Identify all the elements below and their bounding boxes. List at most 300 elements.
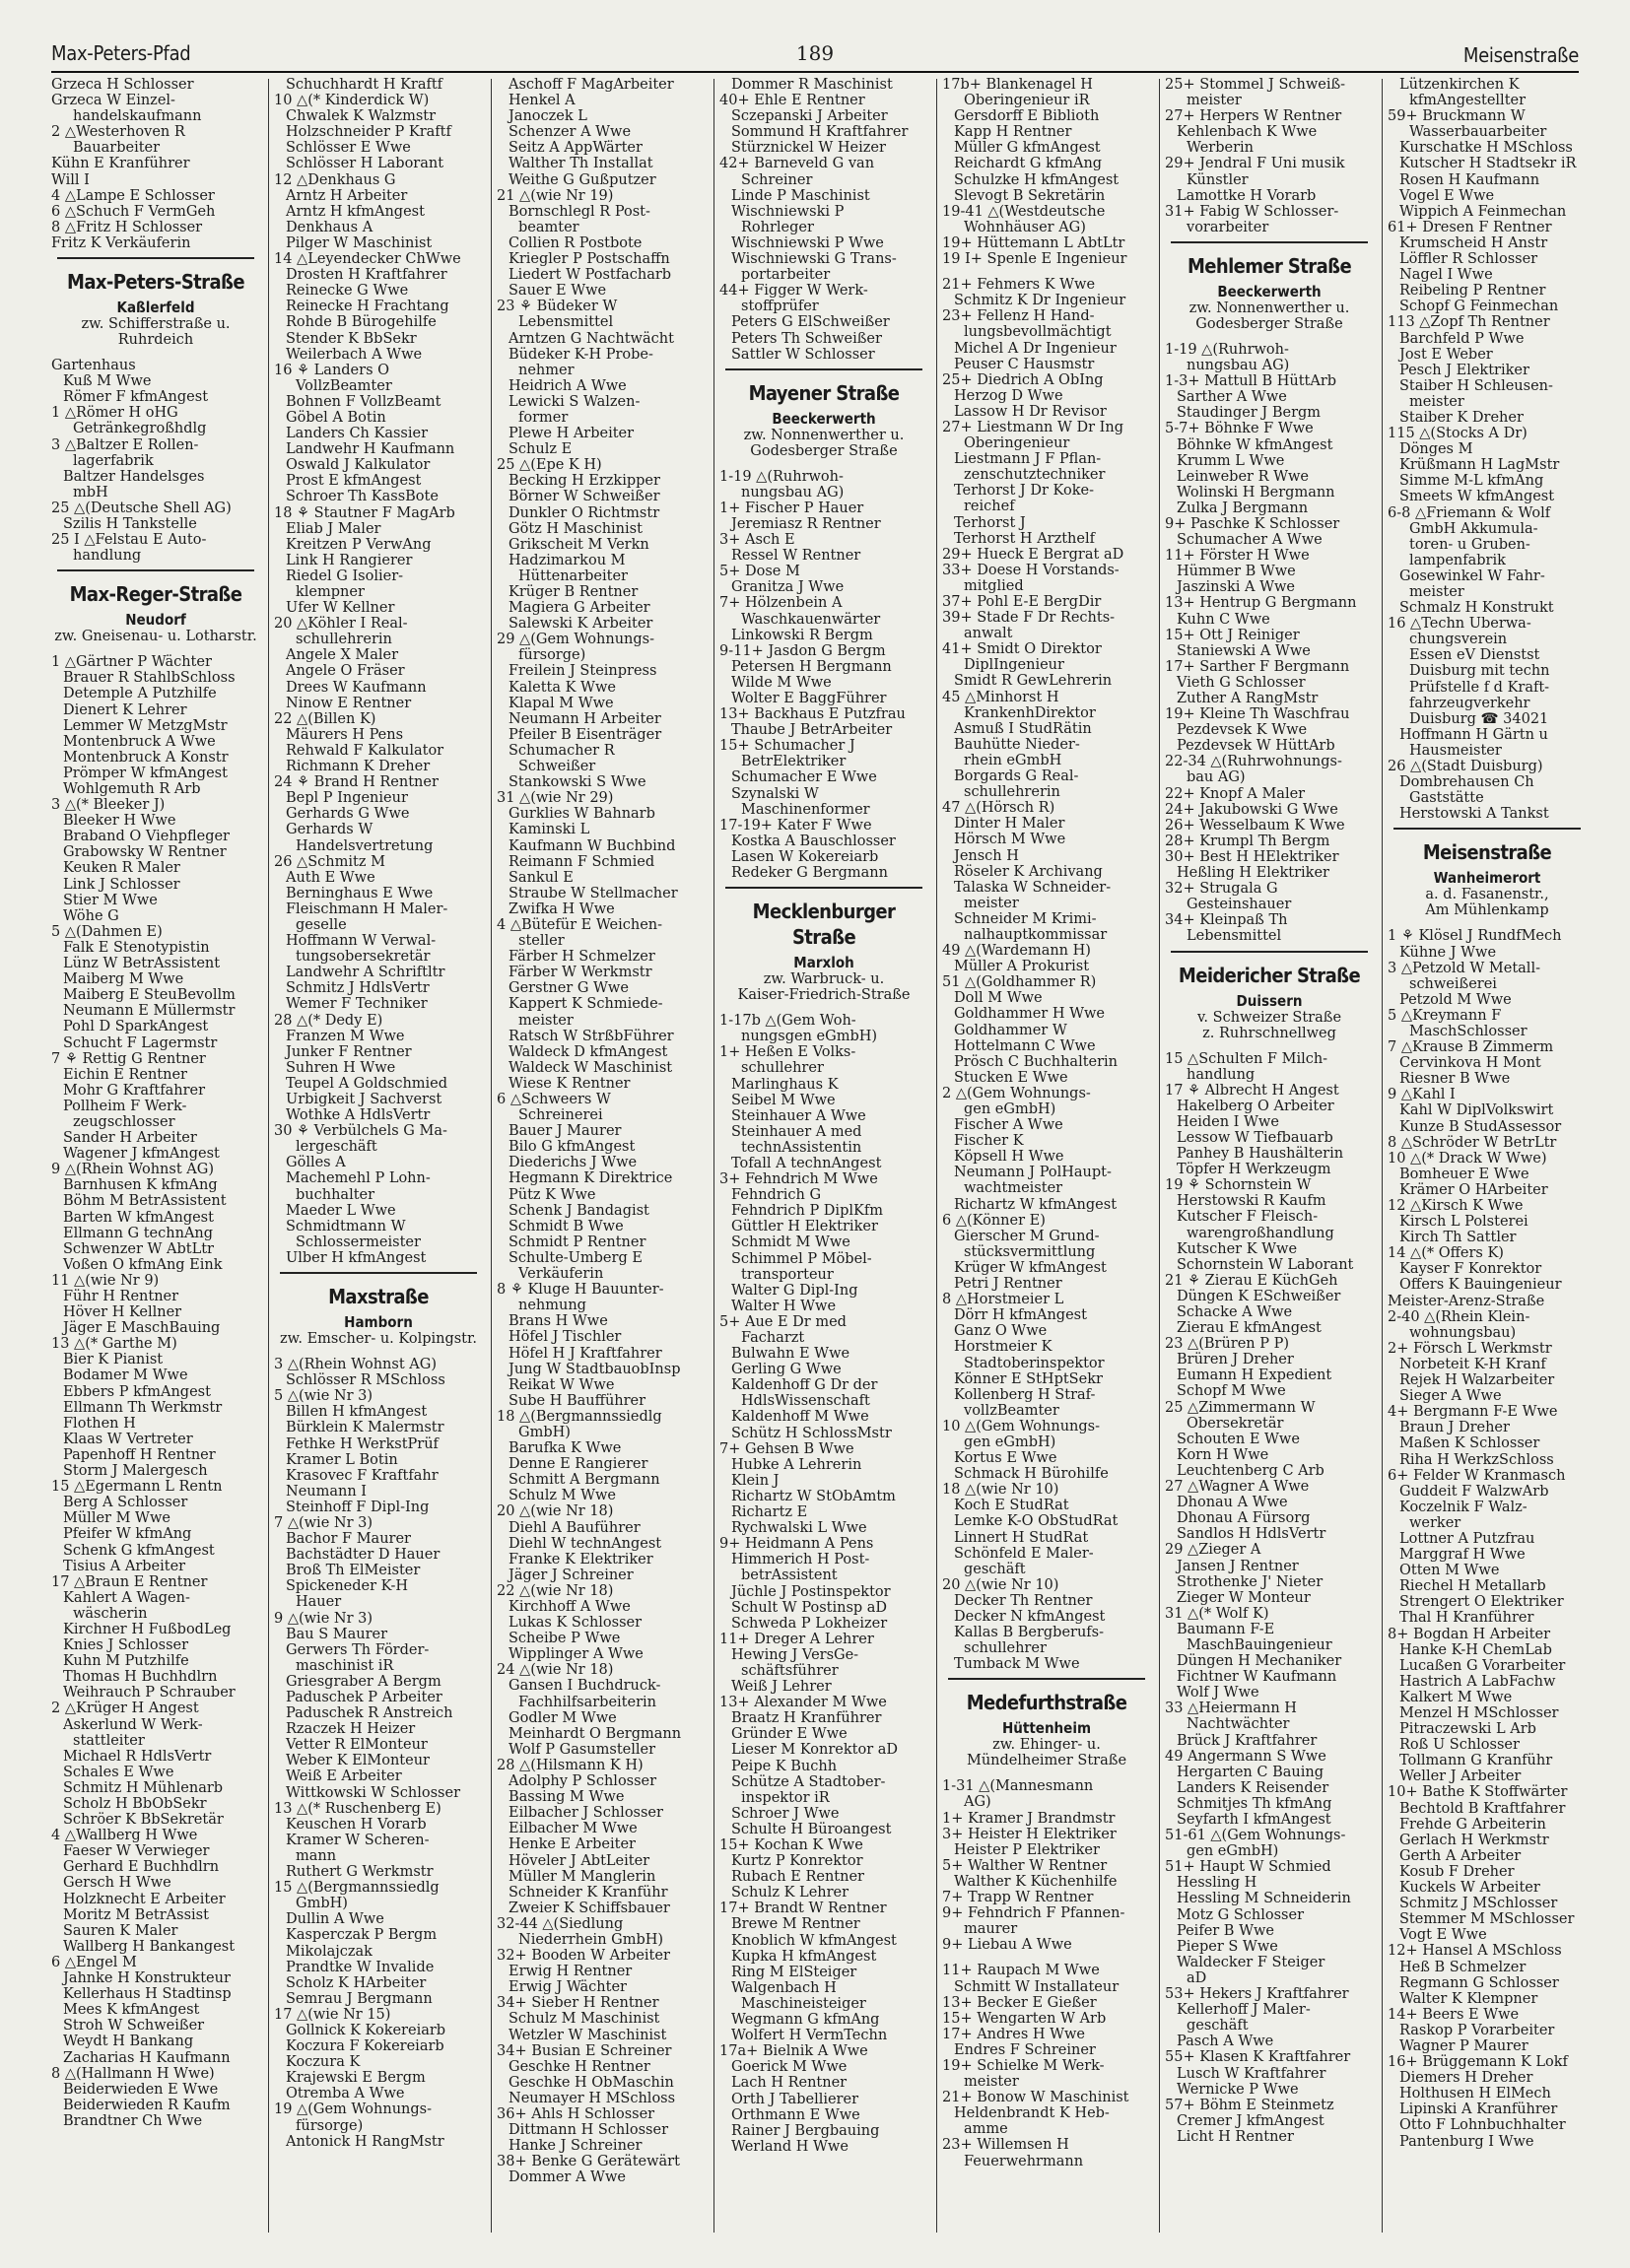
resident-line: Steinhoff F Dipl-Ing	[286, 1499, 430, 1515]
resident-line: Gerwers Th Förder-	[286, 1641, 430, 1658]
resident-line: Kasperczak P Bergm	[286, 1927, 438, 1944]
resident-line: Fischer K	[954, 1133, 1024, 1150]
entry-line: 115 △(Stocks A Dr)	[1388, 426, 1528, 442]
resident-line: Bomheuer E Wwe	[1399, 1166, 1529, 1182]
entry-line: 22-34 △(Ruhrwohnungs-	[1165, 754, 1342, 770]
resident-line: Detemple A Putzhilfe	[63, 686, 217, 702]
entry-line: 9+ Heidmann A Pens	[719, 1536, 874, 1553]
entry-line: 7 △(wie Nr 3)	[274, 1514, 373, 1531]
district-name: Hüttenheim	[1001, 1719, 1092, 1738]
resident-line: Strothenke J' Nieter	[1177, 1573, 1324, 1590]
resident-line: Slevogt B Sekretärin	[954, 187, 1106, 204]
resident-line: Fethke H WerkstPrüf	[286, 1435, 439, 1452]
resident-line: Mäurers H Pens	[286, 726, 404, 743]
resident-line: Sattler W Schlosser	[731, 346, 875, 363]
resident-line: Dittmann H Schlosser	[509, 2122, 669, 2139]
resident-line: Wallberg H Bankangest	[63, 1938, 236, 1955]
resident-line: Beiderwieden R Kaufm	[63, 2097, 231, 2113]
resident-line: Brück J Kraftfahrer	[1177, 1732, 1318, 1749]
resident-line: Waldeck W Maschinist	[509, 1059, 673, 1076]
entry-line: 21 △(wie Nr 19)	[497, 187, 614, 204]
continuation-line: BetrElektriker	[741, 754, 847, 770]
street-location: a. d. Fasanenstr.,	[1425, 887, 1549, 903]
resident-line: Drosten H Kraftfahrer	[286, 267, 447, 284]
resident-line: Hewing J VersGe-	[731, 1646, 859, 1663]
section-rule	[1393, 828, 1581, 830]
resident-line: Wetzler W Maschinist	[509, 2027, 667, 2043]
continuation-line: meister	[1409, 393, 1464, 410]
entry-line: 2 △(Gem Wohnungs-	[942, 1085, 1091, 1101]
resident-line: Jäger J Schreiner	[509, 1567, 634, 1583]
resident-line: Decker Th Rentner	[954, 1592, 1093, 1609]
entry-line: 2 △Westerhoven R	[51, 124, 185, 141]
continuation-line: Schweißer	[518, 759, 596, 775]
directory-columns	[51, 77, 1587, 2235]
resident-line: Drees W Kaufmann	[286, 679, 427, 696]
entry-line: 1-19 △(Ruhrwoh-	[719, 468, 844, 485]
resident-line: Pesch J Elektriker	[1399, 362, 1529, 378]
resident-line: Richartz E	[731, 1504, 808, 1521]
continuation-line: mbH	[73, 484, 108, 500]
resident-line: Linde P Maschinist	[731, 187, 870, 204]
entry-line: 28+ Krumpl Th Bergm	[1165, 833, 1330, 849]
resident-line: Schmidt M Wwe	[731, 1234, 850, 1251]
entry-line: 13 △(* Ruschenberg E)	[274, 1800, 441, 1817]
continuation-line: gen eGmbH)	[964, 1101, 1056, 1117]
resident-line: Maeder L Wwe	[286, 1202, 396, 1219]
entry-line: 9+ Liebau A Wwe	[942, 1937, 1072, 1954]
resident-line: Hanke K-H ChemLab	[1399, 1641, 1552, 1658]
resident-line: Spickeneder K-H	[286, 1578, 408, 1595]
resident-line: Lassow H Dr Revisor	[954, 403, 1107, 420]
resident-line: Schales E Wwe	[63, 1764, 174, 1780]
column-divider	[936, 79, 937, 2233]
street-location: Godesberger Straße	[750, 442, 898, 459]
resident-line: Lemmer W MetzgMstr	[63, 717, 228, 734]
resident-line: Jahnke H Konstrukteur	[63, 1970, 231, 1987]
resident-line: Dönges M	[1399, 441, 1473, 458]
resident-line: Peters G ElSchweißer	[731, 314, 890, 331]
entry-line: 15+ Wengarten W Arb	[942, 2010, 1107, 2027]
entry-line: 15+ Ott J Reiniger	[1165, 627, 1300, 643]
resident-line: Ufer W Kellner	[286, 600, 395, 617]
continuation-line: meister	[1409, 584, 1464, 600]
spacer	[942, 267, 1151, 277]
resident-line: Teupel A Goldschmied	[286, 1075, 448, 1092]
resident-line: Sandlos H HdlsVertr	[1177, 1526, 1326, 1543]
resident-line: Schmitz J MSchlosser	[1399, 1896, 1558, 1912]
resident-line: Zweier K Schiffsbauer	[509, 1900, 670, 1916]
resident-line: Schröer K BbSekretär	[63, 1812, 224, 1829]
resident-line: Erwig H Rentner	[509, 1964, 633, 1980]
resident-line: Sarther A Wwe	[1177, 389, 1287, 406]
continuation-line: VollzBeamter	[296, 377, 392, 394]
entry-line: 34+ Sieber H Rentner	[497, 1995, 659, 2012]
resident-line: Falk E Stenotypistin	[63, 939, 210, 956]
resident-line: Schulz K Lehrer	[731, 1885, 849, 1901]
resident-line: Schneider M Krimi-	[954, 910, 1097, 927]
entry-line: 36+ Ahls H Schlosser	[497, 2106, 655, 2122]
resident-line: Otten M Wwe	[1399, 1563, 1500, 1579]
entry-line: 8 △Fritz H Schlosser	[51, 219, 203, 235]
entry-line: 9 △Kahl I	[1388, 1087, 1456, 1103]
resident-line: Geschke H ObMaschin	[509, 2074, 674, 2091]
resident-line: Schmitz H Mühlenarb	[63, 1779, 224, 1796]
resident-line: Lewicki S Walzen-	[509, 393, 641, 410]
resident-line: Kahl W DiplVolkswirt	[1399, 1102, 1554, 1119]
resident-line: Peters Th Schweißer	[731, 330, 882, 347]
resident-line: Faeser W Verwieger	[63, 1843, 210, 1860]
resident-line: Petersen H Bergmann	[731, 658, 892, 675]
entry-line: 26+ Wesselbaum K Wwe	[1165, 817, 1345, 834]
resident-line: Braatz H Kranführer	[731, 1710, 882, 1727]
continuation-line: Wasserbauarbeiter	[1409, 124, 1547, 141]
entry-line: 30 ⚘ Verbülchels G Ma-	[274, 1123, 447, 1140]
entry-line: 1+ Fischer P Hauer	[719, 500, 864, 516]
entry-line: 4 △Bütefür E Weichen-	[497, 916, 663, 933]
continuation-line: Hausmeister	[1409, 742, 1502, 759]
continuation-line: aD	[1187, 1969, 1207, 1986]
running-head-right: Meisenstraße	[1462, 43, 1579, 67]
resident-line: Dienert K Lehrer	[63, 701, 187, 718]
resident-line: Link J Schlosser	[63, 876, 180, 893]
resident-line: Ulber H kfmAngest	[286, 1249, 427, 1266]
resident-line: Baltzer Handelsges	[63, 468, 205, 485]
resident-line: Klaas W Vertreter	[63, 1431, 193, 1447]
continuation-line: Obersekretär	[1187, 1415, 1284, 1432]
entry-line: 18 △(Bergmannssiedlg	[497, 1408, 662, 1425]
entry-line: 45 △Minhorst H	[942, 689, 1059, 705]
continuation-line: wohnungsbau)	[1409, 1324, 1517, 1341]
resident-line: Schenzer A Wwe	[509, 124, 632, 141]
resident-line: Heldenbrandt K Heb-	[954, 2105, 1110, 2122]
continuation-line: werker	[1409, 1514, 1461, 1531]
entry-line: 24 △(wie Nr 18)	[497, 1662, 614, 1679]
resident-line: Kramer W Scheren-	[286, 1832, 430, 1848]
continuation-line: Waschkauenwärter	[741, 611, 881, 628]
continuation-line: meister	[1187, 93, 1242, 109]
resident-line: Decker N kfmAngest	[954, 1609, 1106, 1625]
entry-line: 17 △Braun E Rentner	[51, 1573, 208, 1590]
street-location: Mündelheimer Straße	[966, 1753, 1127, 1769]
resident-line: Schmidt P Rentner	[509, 1234, 646, 1250]
resident-line: Reinecke G Wwe	[286, 283, 409, 300]
continuation-line: betrAssistent	[741, 1568, 838, 1584]
resident-line: Sauer E Wwe	[509, 283, 607, 300]
resident-line: Pezdevsek W HüttArb	[1177, 738, 1335, 755]
entry-line: 17+ Brandt W Rentner	[719, 1901, 887, 1917]
entry-line: 34+ Kleinpaß Th	[1165, 912, 1288, 929]
entry-line: 11+ Dreger A Lehrer	[719, 1631, 874, 1647]
resident-line: Schlösser H Laborant	[286, 156, 444, 172]
continuation-line: Schreiner	[741, 171, 813, 188]
resident-line: Prömper W kfmAngest	[63, 765, 228, 781]
resident-line: Gurklies W Bahnarb	[509, 806, 655, 823]
resident-line: Vogt E Wwe	[1399, 1927, 1487, 1944]
continuation-line: Gesteinshauer	[1187, 897, 1292, 913]
resident-line: Motz G Schlosser	[1177, 1906, 1304, 1923]
resident-line: Eilbacher M Wwe	[509, 1821, 638, 1837]
resident-line: Bechtold B Kraftfahrer	[1399, 1800, 1566, 1817]
resident-line: Simme M-L kfmAng	[1399, 473, 1544, 490]
resident-line: Herstowski A Tankst	[1399, 806, 1549, 823]
resident-line: Seitz A AppWärter	[509, 140, 643, 157]
resident-line: Montenbruck A Wwe	[63, 733, 216, 750]
resident-line: Kahlert A Wagen-	[63, 1589, 190, 1606]
resident-line: Scholz K HArbeiter	[286, 1974, 427, 1991]
resident-line: Landwehr H Kaufmann	[286, 441, 455, 458]
resident-line: Krajewski E Bergm	[286, 2070, 426, 2087]
resident-line: Gerth A Arbeiter	[1399, 1847, 1522, 1864]
resident-line: Kuß M Wwe	[63, 373, 152, 390]
spacer	[942, 1768, 1151, 1778]
resident-line: Heiden I Wwe	[1177, 1113, 1279, 1130]
resident-line: Prösch C Buchhalterin	[954, 1053, 1119, 1070]
resident-line: Kellerhaus H Stadtinsp	[63, 1986, 232, 2003]
resident-line: Jansen J Rentner	[1177, 1558, 1299, 1574]
resident-line: Kutscher F Fleisch-	[1177, 1209, 1319, 1226]
resident-line: Bleeker H Wwe	[63, 813, 176, 830]
continuation-line: Verkäuferin	[518, 1266, 604, 1283]
resident-line: Billen H kfmAngest	[286, 1404, 428, 1421]
resident-line: Richmann K Dreher	[286, 759, 431, 775]
entry-line: 15 △Egermann L Rentn	[51, 1479, 223, 1496]
entry-line: 3 △Petzold W Metall-	[1388, 960, 1540, 976]
resident-line: Krüger W kfmAngest	[954, 1259, 1107, 1276]
resident-line: Dunkler O Richtmstr	[509, 504, 660, 521]
entry-line: 11 △(wie Nr 9)	[51, 1272, 160, 1289]
resident-line: Kallas B Bergberufs-	[954, 1625, 1105, 1641]
resident-line: Sczepanski J Arbeiter	[731, 108, 888, 125]
resident-line: Weihrauch P Schrauber	[63, 1685, 236, 1701]
continuation-line: KrankenhDirektor	[964, 704, 1096, 721]
resident-line: Linkowski R Bergm	[731, 627, 873, 643]
entry-line: 7 △Krause B Zimmerm	[1388, 1039, 1554, 1056]
continuation-line: HdlsWissenschaft	[741, 1393, 870, 1410]
resident-line: Krumm L Wwe	[1177, 452, 1285, 469]
entry-line: 9+ Fehndrich F Pfannen-	[942, 1905, 1125, 1922]
resident-line: Bier K Pianist	[63, 1352, 164, 1368]
resident-line: Weiß J Lehrer	[731, 1679, 832, 1696]
resident-line: Pollheim F Werk-	[63, 1098, 187, 1114]
resident-line: Kortus E Wwe	[954, 1450, 1057, 1467]
resident-line: Richartz W kfmAngest	[954, 1196, 1118, 1213]
resident-line: Sommund H Kraftfahrer	[731, 124, 909, 141]
street-location: zw. Nonnenwerther u.	[743, 427, 905, 443]
entry-line: 9 △(Rhein Wohnst AG)	[51, 1162, 214, 1178]
resident-line: Kehlenbach K Wwe	[1177, 124, 1318, 141]
entry-line: 16+ Brüggemann K Lokf	[1388, 2054, 1568, 2071]
resident-line: Wiese K Rentner	[509, 1075, 631, 1092]
resident-line: Ellmann Th Werkmstr	[63, 1399, 223, 1416]
column-1	[51, 77, 260, 2235]
resident-line: Hergarten C Bauing	[1177, 1764, 1324, 1780]
resident-line: Lemke K-O ObStudRat	[954, 1513, 1119, 1530]
entry-line: 22+ Knopf A Maler	[1165, 785, 1306, 802]
resident-line: Eilbacher J Schlosser	[509, 1805, 663, 1822]
continuation-line: Duisburg mit techn	[1409, 663, 1550, 680]
resident-line: Peuser C Hausmstr	[954, 356, 1095, 372]
district-name: Duissern	[1236, 991, 1303, 1010]
resident-line: Dinter H Maler	[954, 816, 1065, 833]
district-name: Beeckerwerth	[1217, 282, 1322, 300]
continuation-line: lergeschäft	[296, 1139, 377, 1156]
continuation-line: zenschutztechniker	[964, 467, 1106, 484]
continuation-line: Nachtwächter	[1187, 1716, 1290, 1733]
resident-line: Reikat W Wwe	[509, 1376, 615, 1393]
resident-line: Goerick M Wwe	[731, 2059, 848, 2076]
resident-line: Lukas K Schlosser	[509, 1615, 643, 1632]
resident-line: Böhm M BetrAssistent	[63, 1193, 227, 1210]
street-heading: Max-Reger-Straße	[69, 582, 242, 607]
entry-line: 25 △(Deutsche Shell AG)	[51, 500, 232, 516]
resident-line: Dommer A Wwe	[509, 2169, 626, 2186]
entry-line: 3+ Heister H Elektriker	[942, 1826, 1117, 1842]
spacer	[1388, 918, 1587, 928]
resident-line: Kühne J Wwe	[1399, 944, 1497, 961]
continuation-line: handlung	[73, 548, 142, 565]
continuation-line: Schreinerei	[518, 1107, 603, 1124]
resident-line: Bürklein K Malermstr	[286, 1420, 444, 1436]
resident-line: Petri J Rentner	[954, 1276, 1062, 1293]
resident-line: Smidt R GewLehrerin	[954, 673, 1113, 690]
entry-line: 17+ Sarther F Bergmann	[1165, 658, 1350, 675]
resident-line: Dhonau A Fürsorg	[1177, 1510, 1311, 1527]
resident-line: Kostka A Bauschlosser	[731, 833, 896, 849]
resident-line: Walter K Klempner	[1399, 1990, 1538, 2007]
resident-line: Zierau E kfmAngest	[1177, 1320, 1322, 1337]
resident-line: Keuken R Maler	[63, 860, 180, 877]
continuation-line: nungsbau AG)	[1187, 358, 1290, 374]
resident-line: Prandtke W Invalide	[286, 1959, 435, 1975]
continuation-line: Niederrhein GmbH)	[518, 1931, 664, 1948]
continuation-line: bau AG)	[1187, 769, 1246, 786]
resident-line: Holthusen H ElMech	[1399, 2086, 1551, 2102]
entry-line: 30+ Best H HElektriker	[1165, 848, 1339, 865]
entry-line: 7 ⚘ Rettig G Rentner	[51, 1050, 206, 1067]
resident-line: Stender K BbSekr	[286, 330, 417, 347]
resident-line: Keuschen H Vorarb	[286, 1816, 427, 1833]
continuation-line: meister	[964, 895, 1019, 911]
resident-line: Riechel H Metallarb	[1399, 1578, 1546, 1595]
resident-line: Wischniewski P Wwe	[731, 234, 884, 251]
resident-line: Broß Th ElMeister	[286, 1563, 421, 1579]
entry-line: 33+ Doese H Vorstands-	[942, 562, 1120, 578]
resident-line: Kutscher K Wwe	[1177, 1240, 1298, 1257]
entry-line: 10 △(* Drack W Wwe)	[1388, 1150, 1547, 1167]
entry-line: 14+ Beers E Wwe	[1388, 2006, 1520, 2023]
resident-line: Kollenberg H Straf-	[954, 1386, 1096, 1403]
resident-line: Landwehr A Schriftltr	[286, 965, 445, 981]
entry-line: 22 △(wie Nr 18)	[497, 1582, 614, 1599]
column-7	[1388, 77, 1587, 2235]
spacer	[1165, 1041, 1374, 1051]
resident-line: Stürznickel W Heizer	[731, 140, 886, 157]
resident-line: Wolf P Gasumsteller	[509, 1741, 656, 1758]
entry-line: 47 △(Hörsch R)	[942, 800, 1055, 817]
resident-line: Granitza J Wwe	[731, 579, 845, 596]
entry-line: 20 △(wie Nr 10)	[942, 1576, 1059, 1593]
resident-line: Sander H Arbeiter	[63, 1130, 197, 1147]
continuation-line: fürsorge)	[296, 2117, 364, 2134]
continuation-line: transporteur	[741, 1266, 834, 1283]
resident-line: Storm J Malergesch	[63, 1463, 208, 1480]
entry-line: 39+ Stade F Dr Rechts-	[942, 610, 1116, 627]
resident-line: Sieger A Wwe	[1399, 1388, 1502, 1405]
resident-line: Franzen M Wwe	[286, 1028, 405, 1044]
entry-line: 17+ Andres H Wwe	[942, 2026, 1086, 2042]
continuation-line: fahrzeugverkehr	[1409, 695, 1530, 711]
continuation-line: geselle	[296, 916, 347, 933]
resident-line: Stucken E Wwe	[954, 1069, 1068, 1086]
resident-line: Büdeker K-H Probe-	[509, 346, 653, 363]
continuation-line: buchhalter	[296, 1186, 375, 1203]
resident-line: Bepl P Ingenieur	[286, 790, 408, 807]
street-location: zw. Emscher- u. Kolpingstr.	[280, 1331, 477, 1348]
resident-line: Schlösser E Wwe	[286, 140, 411, 157]
entry-line: Fritz K Verkäuferin	[51, 234, 191, 251]
spacer	[51, 644, 260, 654]
resident-line: Brüren J Dreher	[1177, 1352, 1294, 1368]
resident-line: Kaufmann W Buchbind	[509, 837, 676, 854]
resident-line: Herzog D Wwe	[954, 387, 1063, 404]
entry-line: 25 I △Felstau E Auto-	[51, 532, 207, 549]
resident-line: Schroer Th KassBote	[286, 489, 439, 505]
resident-line: Tisius A Arbeiter	[63, 1558, 186, 1574]
continuation-line: rhein eGmbH	[964, 752, 1062, 768]
entry-line: 18 △(wie Nr 10)	[942, 1482, 1059, 1499]
resident-line: Schouten E Wwe	[1177, 1431, 1300, 1447]
resident-line: Zuther A RangMstr	[1177, 691, 1319, 706]
resident-line: Lieser M Konrektor aD	[731, 1742, 899, 1759]
continuation-line: Fachhilfsarbeiterin	[518, 1694, 656, 1710]
resident-line: Goldhammer H Wwe	[954, 1006, 1105, 1023]
entry-line: 23 △(Brüren P P)	[1165, 1336, 1290, 1353]
resident-line: Brandtner Ch Wwe	[63, 2112, 203, 2129]
resident-line: Cremer J kfmAngest	[1177, 2112, 1324, 2129]
entry-line: 113 △Zopf Th Rentner	[1388, 314, 1550, 331]
resident-line: Koch E StudRat	[954, 1498, 1069, 1514]
entry-line: 6 △Engel M	[51, 1954, 137, 1970]
resident-line: Barufka K Wwe	[509, 1440, 622, 1457]
entry-line: 8 △(Hallmann H Wwe)	[51, 2065, 215, 2082]
resident-line: Gerlach H Werkmstr	[1399, 1832, 1549, 1848]
entry-line: 3 △(* Bleeker J)	[51, 797, 166, 814]
continuation-line: Bauarbeiter	[73, 140, 161, 157]
resident-line: Färber H Schmelzer	[509, 949, 655, 966]
resident-line: Waldeck D kfmAngest	[509, 1043, 668, 1060]
entry-line: 5 △Kreymann F	[1388, 1007, 1502, 1024]
resident-line: Dhonau A Wwe	[1177, 1495, 1288, 1511]
resident-line: Fleischmann H Maler-	[286, 901, 448, 917]
resident-line: Oswald J Kalkulator	[286, 457, 431, 474]
resident-line: Meinhardt O Bergmann	[509, 1725, 682, 1742]
entry-line: 27+ Herpers W Rentner	[1165, 108, 1342, 125]
resident-line: Jaszinski A Wwe	[1177, 579, 1295, 596]
entry-line: 49 △(Wardemann H)	[942, 943, 1091, 960]
resident-line: Diehl A Bauführer	[509, 1519, 641, 1536]
entry-line: 51-61 △(Gem Wohnungs-	[1165, 1828, 1346, 1844]
entry-line: 13+ Hentrup G Bergmann	[1165, 595, 1357, 612]
resident-line: Pieper S Wwe	[1177, 1938, 1278, 1955]
resident-line: Färber W Werkmstr	[509, 965, 652, 981]
column-divider	[1159, 79, 1160, 2233]
continuation-line: lungsbevollmächtigt	[964, 324, 1112, 341]
street-location: zw. Schifferstraße u.	[81, 316, 231, 333]
resident-line: Hottelmann C Wwe	[954, 1037, 1096, 1054]
resident-line: Scholz H BbObSekr	[63, 1796, 207, 1812]
resident-line: Rehwald F Kalkulator	[286, 742, 444, 759]
